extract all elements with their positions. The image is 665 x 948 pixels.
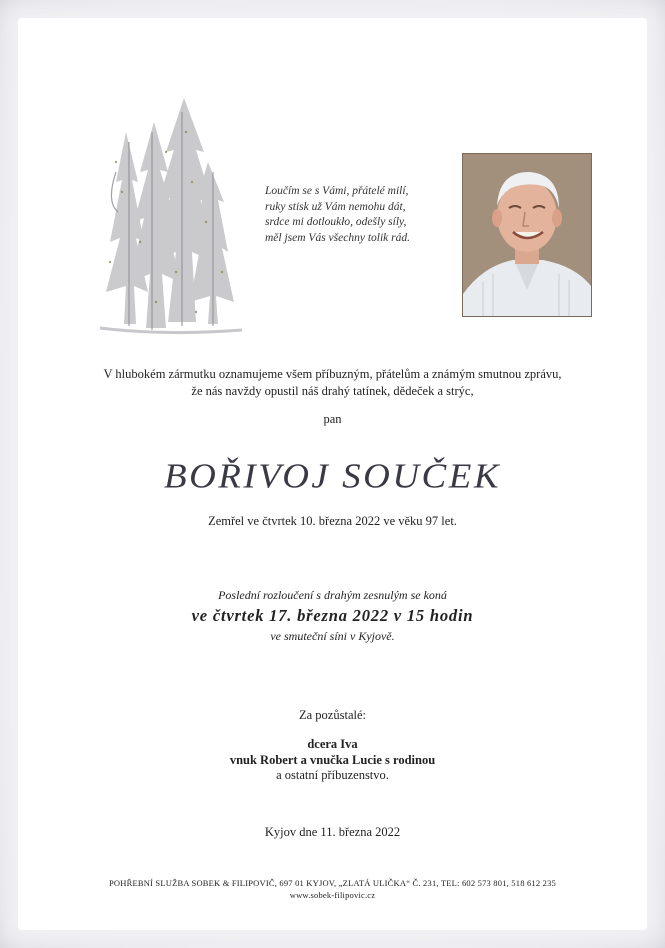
survivors-heading: Za pozůstalé:: [299, 708, 366, 722]
poem-line: srdce mi dotloukło, odešly síly,: [265, 216, 407, 228]
announcement-line: V hlubokém zármutku oznamujeme všem příbuzným, přátelům a známým smutnou zprávu,: [103, 367, 562, 381]
poem-line: ruky stisk už Vám nemohu dát,: [265, 200, 406, 213]
death-line: Zemřel ve čtvrtek 10. března 2022 ve věku 97 let.: [208, 514, 457, 528]
announcement-line: že nás navždy opustil náš drahý tatínek, dědeček a strýc,: [191, 383, 474, 398]
announcement: [0, 366, 665, 399]
survivor-line: vnuk Robert a vnučka Lucie s rodinou: [229, 752, 436, 767]
place-date: Kyjov dne 11. března 2022: [264, 825, 401, 839]
poem: [265, 184, 465, 246]
title-word: pan: [323, 412, 342, 426]
deceased-name: BOŘIVOJ SOUČEK: [163, 457, 502, 496]
farewell-date: ve čtvrtek 17. března 2022 v 15 hodin: [191, 606, 474, 625]
survivors-list: [0, 737, 665, 784]
farewell-place: ve smuteční síni v Kyjově.: [270, 629, 395, 643]
trees-illustration: [96, 92, 246, 342]
footer: [0, 877, 665, 901]
survivor-line: a ostatní příbuzenstvo.: [276, 768, 389, 782]
footer-web: www.sobek-filipovic.cz: [289, 890, 376, 900]
poem-line: měl jsem Vás všechny tolik rád.: [265, 231, 410, 244]
footer-company: POHŘEBNÍ SLUŽBA SOBEK & FILIPOVIČ, 697 01 KYJOV, „ZLATÁ ULIČKA“ Č. 231, TEL: 602 573 801, 518 612 235: [108, 878, 556, 888]
poem-line: Loučím se s Vámi, přátelé milí,: [265, 185, 409, 197]
survivor-line: dcera Iva: [307, 737, 358, 751]
portrait-photo: [462, 153, 592, 317]
farewell-intro: Poslední rozloučení s drahým zesnulým se koná: [218, 588, 447, 602]
